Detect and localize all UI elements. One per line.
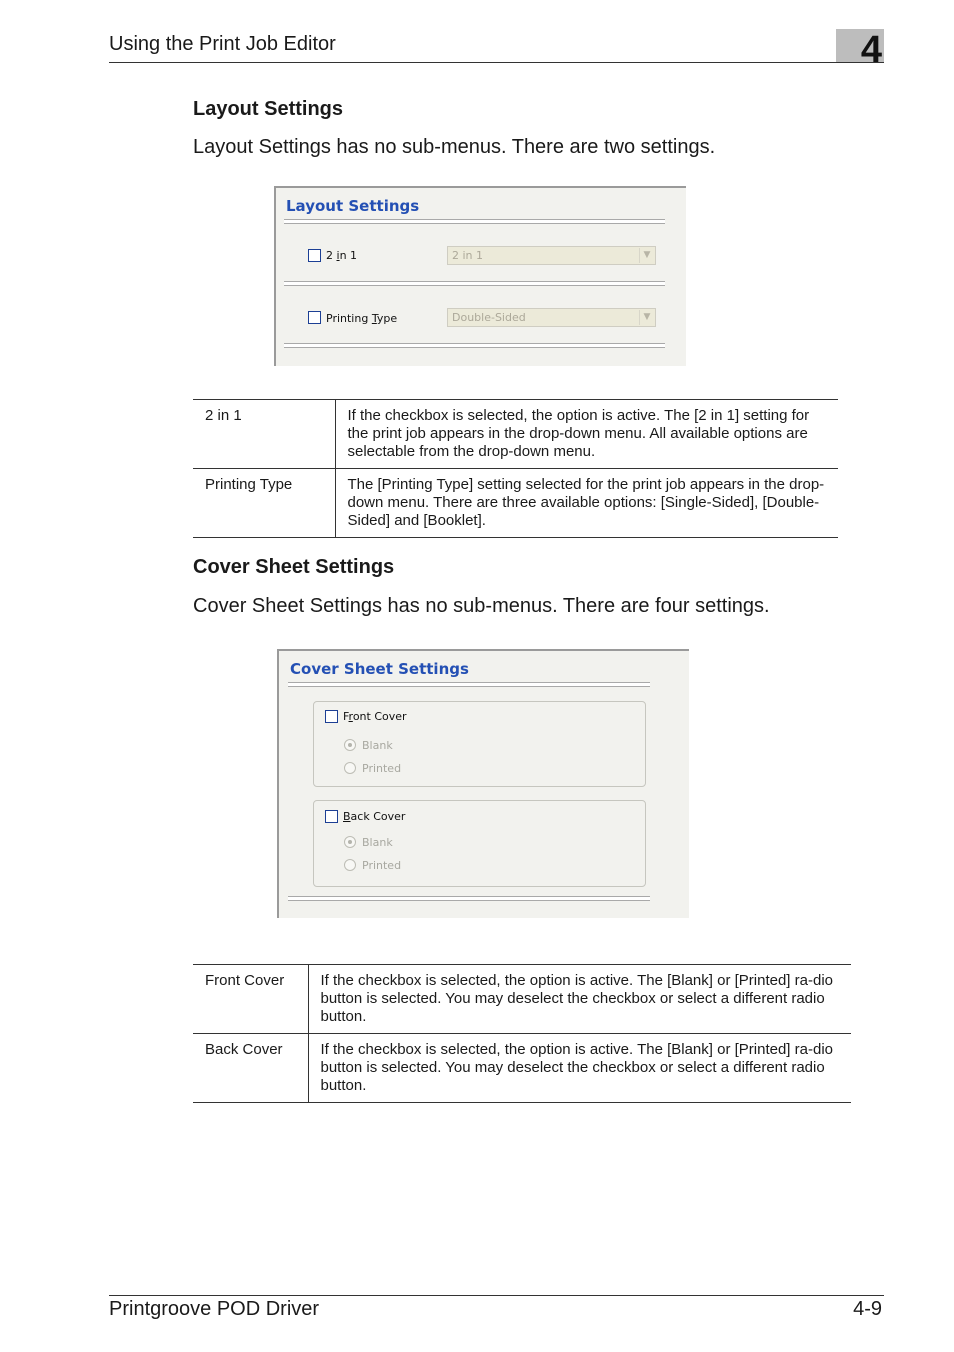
layout-dialog-title: Layout Settings (286, 197, 420, 215)
back-blank-radio[interactable] (344, 836, 356, 848)
table-row (193, 469, 838, 538)
chapter-tab (836, 29, 884, 71)
chapter-number: 4 (860, 29, 882, 71)
running-header-title: Using the Print Job Editor (109, 33, 336, 55)
two-in-one-select[interactable] (447, 246, 656, 265)
table-row (193, 965, 851, 1034)
two-in-one-select-value: 2 in 1 (452, 249, 484, 262)
cover-dialog-title: Cover Sheet Settings (290, 660, 469, 678)
back-printed-label: Printed (362, 859, 402, 872)
front-blank-label: Blank (362, 739, 393, 752)
printing-type-checkbox[interactable] (308, 311, 321, 324)
printing-type-label[interactable]: Printing Type (326, 312, 398, 325)
front-printed-radio[interactable] (344, 762, 356, 774)
header-rule (109, 62, 884, 63)
table-term: Front Cover (193, 965, 308, 1034)
back-cover-group (313, 800, 646, 887)
cover-sheet-settings-dialog (277, 649, 689, 918)
table-description: If the checkbox is selected, the option is active. The [2 in 1] setting for the print job appears in the drop-down menu. All available options are selectable from the drop-down menu. (335, 400, 838, 469)
footer-page-number: 4-9 (853, 1298, 882, 1320)
front-cover-label[interactable]: Front Cover (343, 710, 407, 723)
title-separator (288, 682, 650, 687)
title-separator (284, 219, 665, 224)
chevron-down-icon: ▼ (639, 310, 654, 325)
two-in-one-checkbox[interactable] (308, 249, 321, 262)
back-cover-label[interactable]: Back Cover (343, 810, 406, 823)
table-term: 2 in 1 (193, 400, 335, 469)
back-printed-radio[interactable] (344, 859, 356, 871)
layout-settings-heading: Layout Settings (193, 98, 344, 120)
cover-sheet-settings-heading: Cover Sheet Settings (193, 556, 395, 578)
layout-settings-intro: Layout Settings has no sub-menus. There are two settings. (193, 136, 716, 158)
cover-sheet-settings-table (193, 964, 851, 1103)
front-blank-radio[interactable] (344, 739, 356, 751)
layout-settings-table (193, 399, 838, 538)
front-cover-checkbox[interactable] (325, 710, 338, 723)
table-description: If the checkbox is selected, the option is active. The [Blank] or [Printed] ra-dio button is selected. You may deselect the checkbox or select a different radio button. (308, 965, 851, 1034)
back-cover-checkbox[interactable] (325, 810, 338, 823)
layout-settings-dialog (274, 186, 686, 366)
cover-sheet-settings-intro: Cover Sheet Settings has no sub-menus. There are four settings. (193, 595, 770, 617)
chevron-down-icon: ▼ (639, 248, 654, 263)
table-term: Back Cover (193, 1034, 308, 1103)
footer-rule (109, 1295, 884, 1296)
printing-type-select-value: Double-Sided (452, 311, 526, 324)
front-cover-group (313, 701, 646, 787)
printing-type-select[interactable] (447, 308, 656, 327)
table-term: Printing Type (193, 469, 335, 538)
table-description: If the checkbox is selected, the option is active. The [Blank] or [Printed] ra-dio button is selected. You may deselect the checkbox or select a different radio button. (308, 1034, 851, 1103)
bottom-separator (288, 896, 650, 901)
row-separator (284, 281, 665, 286)
table-row (193, 400, 838, 469)
front-printed-label: Printed (362, 762, 402, 775)
table-row (193, 1034, 851, 1103)
row-separator (284, 343, 665, 348)
two-in-one-label[interactable]: 2 in 1 (326, 249, 358, 262)
table-description: The [Printing Type] setting selected for the print job appears in the drop-down menu. There are three available options: [Single-Sided], [Double-Sided] and [Booklet]. (335, 469, 838, 538)
footer-product-name: Printgroove POD Driver (109, 1298, 320, 1320)
back-blank-label: Blank (362, 836, 393, 849)
